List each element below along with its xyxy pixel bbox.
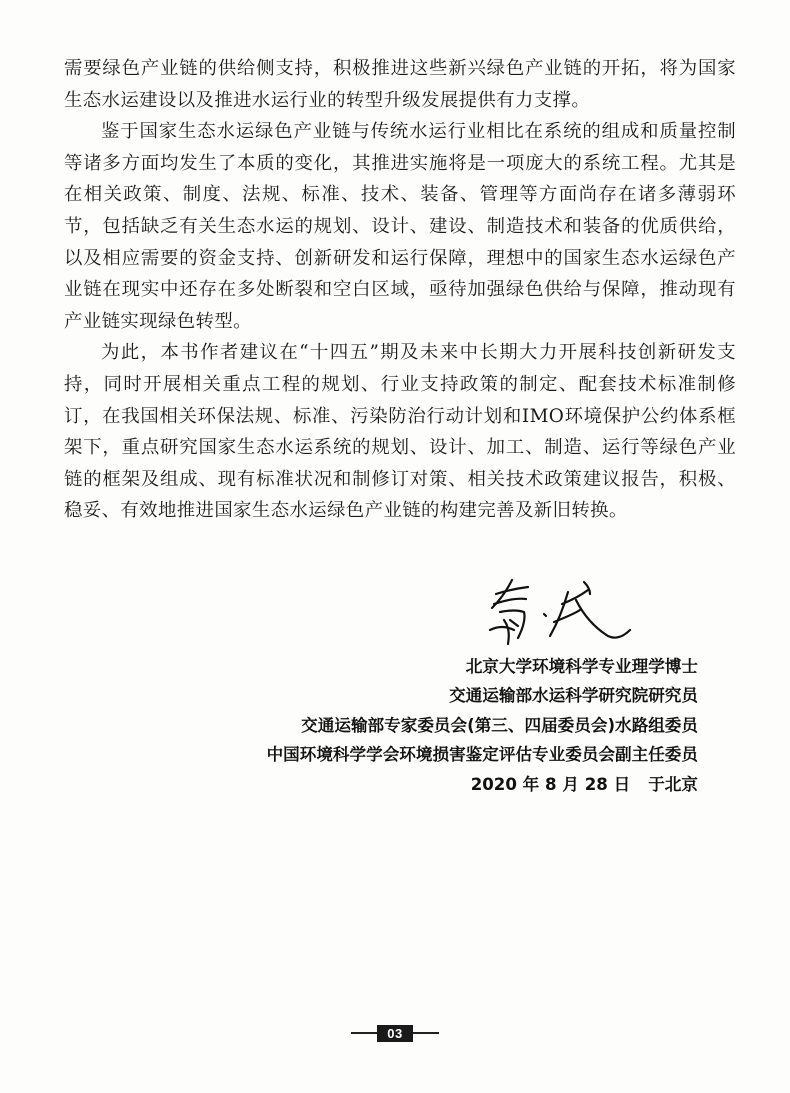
- footer-rule-left: [351, 1032, 377, 1034]
- credential-line: 交通运输部专家委员会(第三、四届委员会)水路组委员: [301, 715, 698, 735]
- paragraph-continuation: 需要绿色产业链的供给侧支持，积极推进这些新兴绿色产业链的开拓，将为国家生态水运建设以及推进水运行业的转型升级发展提供有力支撑。: [64, 58, 736, 111]
- page-number-footer: [0, 1022, 790, 1044]
- footer-rule-right: [413, 1032, 439, 1034]
- author-credentials: [267, 652, 698, 799]
- date-place-line: [267, 770, 698, 799]
- signing-date: 2020 年 8 月 28 日: [470, 774, 631, 794]
- credential-line: 北京大学环境科学专业理学博士: [465, 657, 698, 676]
- paragraph-system-engineering: 鉴于国家生态水运绿色产业链与传统水运行业相比在系统的组成和质量控制等诸多方面均发生了本质的变化，其推进实施将是一项庞大的系统工程。尤其是在相关政策、制度、法规、标准、技术、装备、管理等方面尚存在诸多薄弱环节，包括缺乏有关生态水运的规划、设计、建设、制造技术和装备的优质供给，以及相应需要的资金支持、创新研发和运行保障，理想中的国家生态水运绿色产业链在现实中还存在多处断裂和空白区域，亟待加强绿色供给与保障，推动现有产业链实现绿色转型。: [64, 121, 736, 332]
- credential-line: 交通运输部水运科学研究院研究员: [449, 686, 698, 706]
- handwritten-signature-icon: [484, 570, 634, 652]
- signature-drawing: [484, 570, 634, 652]
- signing-location: 于北京: [648, 774, 698, 794]
- credential-line: 中国环境科学学会环境损害鉴定评估专业委员会副主任委员: [266, 745, 698, 765]
- preface-body: [64, 53, 736, 527]
- page-number: 03: [377, 1025, 412, 1042]
- paragraph-recommendation: 为此，本书作者建议在“十四五”期及未来中长期大力开展科技创新研发支持，同时开展相关重点工程的规划、行业支持政策的制定、配套技术标准制修订，在我国相关环保法规、标准、污染防治行动计划和IMO环境保护公约体系框架下，重点研究国家生态水运系统的规划、设计、加工、制造、运行等绿色产业链的框架及组成、现有标准状况和制修订对策、相关技术政策建议报告，积极、稳妥、有效地推进国家生态水运绿色产业链的构建完善及新旧转换。: [64, 342, 736, 522]
